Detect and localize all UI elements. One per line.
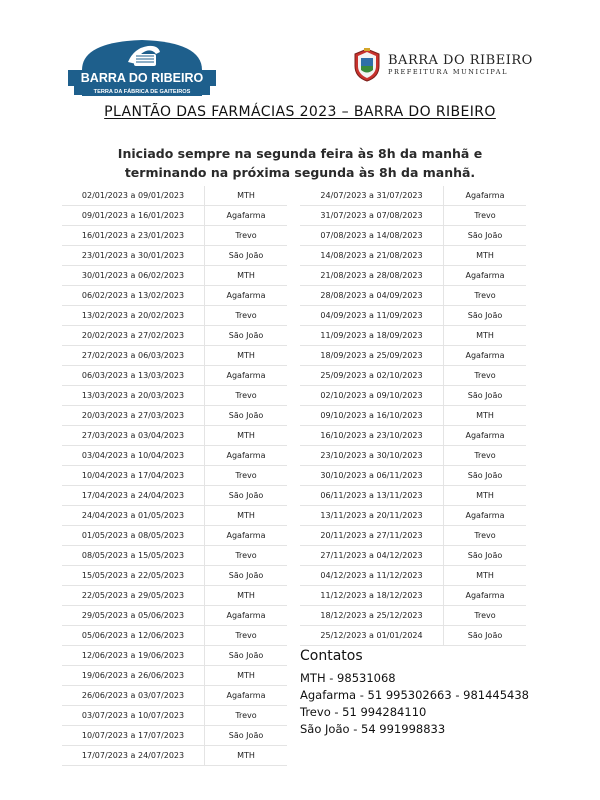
date-range-cell: 30/10/2023 a 06/11/2023: [300, 466, 444, 486]
logo-tagline-text: TERRA DA FÁBRICA DE GAITEIROS: [93, 89, 191, 95]
date-range-cell: 21/08/2023 a 28/08/2023: [300, 266, 444, 286]
date-range-cell: 10/07/2023 a 17/07/2023: [62, 726, 205, 746]
date-range-cell: 05/06/2023 a 12/06/2023: [62, 626, 205, 646]
date-range-cell: 12/06/2023 a 19/06/2023: [62, 646, 205, 666]
table-row: [300, 286, 526, 306]
pharmacy-cell: MTH: [444, 486, 527, 506]
subtitle-line-2: terminando na próxima segunda às 8h da manhã.: [124, 165, 476, 180]
table-row: [62, 226, 287, 246]
pharmacy-cell: Agafarma: [444, 266, 527, 286]
table-row: [62, 746, 287, 766]
table-row: [62, 206, 287, 226]
date-range-cell: 04/09/2023 a 11/09/2023: [300, 306, 444, 326]
table-row: [300, 586, 526, 606]
date-range-cell: 16/01/2023 a 23/01/2023: [62, 226, 205, 246]
pharmacy-cell: Agafarma: [444, 426, 527, 446]
prefeitura-subtitle: PREFEITURA MUNICIPAL: [388, 67, 509, 76]
contact-line-sao-joao: São João - 54 991998833: [300, 722, 446, 736]
pharmacy-cell: MTH: [444, 406, 527, 426]
date-range-cell: 20/02/2023 a 27/02/2023: [62, 326, 205, 346]
table-row: [62, 606, 287, 626]
schedule-subtitle: [0, 144, 600, 182]
barra-do-ribeiro-logo: [68, 36, 216, 96]
pharmacy-cell: Agafarma: [205, 206, 288, 226]
date-range-cell: 11/12/2023 a 18/12/2023: [300, 586, 444, 606]
table-row: [62, 446, 287, 466]
table-row: [300, 426, 526, 446]
page-title-text: PLANTÃO DAS FARMÁCIAS 2023 – BARRA DO RIBEIRO: [104, 104, 496, 120]
contact-line-mth: MTH - 98531068: [300, 671, 396, 685]
pharmacy-cell: Agafarma: [205, 686, 288, 706]
date-range-cell: 10/04/2023 a 17/04/2023: [62, 466, 205, 486]
table-row: [62, 186, 287, 206]
table-row: [62, 486, 287, 506]
pharmacy-cell: Trevo: [205, 546, 288, 566]
pharmacy-cell: MTH: [205, 346, 288, 366]
date-range-cell: 04/12/2023 a 11/12/2023: [300, 566, 444, 586]
date-range-cell: 16/10/2023 a 23/10/2023: [300, 426, 444, 446]
municipal-crest-icon: [352, 48, 382, 82]
table-row: [62, 666, 287, 686]
pharmacy-cell: MTH: [205, 586, 288, 606]
table-row: [300, 266, 526, 286]
date-range-cell: 13/02/2023 a 20/02/2023: [62, 306, 205, 326]
table-row: [300, 186, 526, 206]
pharmacy-cell: Agafarma: [205, 286, 288, 306]
table-row: [300, 546, 526, 566]
date-range-cell: 28/08/2023 a 04/09/2023: [300, 286, 444, 306]
pharmacy-cell: Trevo: [444, 446, 527, 466]
table-row: [300, 446, 526, 466]
date-range-cell: 13/03/2023 a 20/03/2023: [62, 386, 205, 406]
date-range-cell: 03/07/2023 a 10/07/2023: [62, 706, 205, 726]
pharmacy-cell: MTH: [205, 746, 288, 766]
date-range-cell: 09/10/2023 a 16/10/2023: [300, 406, 444, 426]
table-row: [300, 466, 526, 486]
date-range-cell: 25/12/2023 a 01/01/2024: [300, 626, 444, 646]
date-range-cell: 24/04/2023 a 01/05/2023: [62, 506, 205, 526]
contacts-section: [300, 648, 529, 738]
table-row: [62, 506, 287, 526]
pharmacy-cell: MTH: [205, 266, 288, 286]
pharmacy-cell: São João: [205, 726, 288, 746]
date-range-cell: 24/07/2023 a 31/07/2023: [300, 186, 444, 206]
schedule-table-left: [62, 186, 287, 766]
pharmacy-cell: Trevo: [444, 606, 527, 626]
pharmacy-cell: Agafarma: [444, 346, 527, 366]
pharmacy-cell: Trevo: [205, 226, 288, 246]
pharmacy-cell: São João: [205, 326, 288, 346]
table-row: [300, 346, 526, 366]
table-row: [300, 326, 526, 346]
table-row: [300, 226, 526, 246]
table-row: [62, 246, 287, 266]
pharmacy-cell: São João: [205, 406, 288, 426]
date-range-cell: 14/08/2023 a 21/08/2023: [300, 246, 444, 266]
pharmacy-cell: São João: [205, 246, 288, 266]
pharmacy-cell: São João: [444, 386, 527, 406]
pharmacy-cell: São João: [444, 226, 527, 246]
date-range-cell: 25/09/2023 a 02/10/2023: [300, 366, 444, 386]
pharmacy-cell: Agafarma: [205, 526, 288, 546]
date-range-cell: 19/06/2023 a 26/06/2023: [62, 666, 205, 686]
pharmacy-cell: Agafarma: [444, 586, 527, 606]
date-range-cell: 03/04/2023 a 10/04/2023: [62, 446, 205, 466]
date-range-cell: 23/10/2023 a 30/10/2023: [300, 446, 444, 466]
date-range-cell: 22/05/2023 a 29/05/2023: [62, 586, 205, 606]
table-row: [300, 406, 526, 426]
date-range-cell: 13/11/2023 a 20/11/2023: [300, 506, 444, 526]
table-row: [300, 626, 526, 646]
pharmacy-cell: MTH: [444, 566, 527, 586]
date-range-cell: 06/03/2023 a 13/03/2023: [62, 366, 205, 386]
table-row: [62, 566, 287, 586]
table-row: [62, 346, 287, 366]
pharmacy-cell: São João: [444, 546, 527, 566]
date-range-cell: 15/05/2023 a 22/05/2023: [62, 566, 205, 586]
contact-line-trevo: Trevo - 51 994284110: [300, 705, 427, 719]
date-range-cell: 02/10/2023 a 09/10/2023: [300, 386, 444, 406]
pharmacy-cell: São João: [205, 486, 288, 506]
table-row: [300, 386, 526, 406]
table-row: [300, 206, 526, 226]
prefeitura-logo: [352, 48, 533, 82]
table-row: [62, 266, 287, 286]
date-range-cell: 27/02/2023 a 06/03/2023: [62, 346, 205, 366]
pharmacy-cell: MTH: [205, 666, 288, 686]
date-range-cell: 09/01/2023 a 16/01/2023: [62, 206, 205, 226]
pharmacy-cell: Trevo: [205, 706, 288, 726]
date-range-cell: 27/03/2023 a 03/04/2023: [62, 426, 205, 446]
table-row: [300, 246, 526, 266]
pharmacy-cell: Trevo: [205, 466, 288, 486]
pharmacy-cell: MTH: [444, 326, 527, 346]
pharmacy-cell: MTH: [444, 246, 527, 266]
table-row: [300, 506, 526, 526]
table-row: [300, 306, 526, 326]
pharmacy-cell: Agafarma: [205, 366, 288, 386]
date-range-cell: 23/01/2023 a 30/01/2023: [62, 246, 205, 266]
table-row: [62, 646, 287, 666]
table-row: [62, 426, 287, 446]
pharmacy-cell: Trevo: [444, 366, 527, 386]
pharmacy-cell: Agafarma: [444, 506, 527, 526]
table-row: [62, 286, 287, 306]
pharmacy-cell: Trevo: [205, 386, 288, 406]
table-row: [300, 366, 526, 386]
date-range-cell: 06/02/2023 a 13/02/2023: [62, 286, 205, 306]
pharmacy-cell: Trevo: [444, 526, 527, 546]
date-range-cell: 18/09/2023 a 25/09/2023: [300, 346, 444, 366]
date-range-cell: 17/07/2023 a 24/07/2023: [62, 746, 205, 766]
schedule-table-right: [300, 186, 526, 646]
date-range-cell: 07/08/2023 a 14/08/2023: [300, 226, 444, 246]
contact-line-agafarma: Agafarma - 51 995302663 - 981445438: [300, 688, 529, 702]
pharmacy-cell: MTH: [205, 506, 288, 526]
table-row: [62, 626, 287, 646]
table-row: [62, 686, 287, 706]
table-row: [62, 706, 287, 726]
pharmacy-cell: Trevo: [444, 206, 527, 226]
date-range-cell: 27/11/2023 a 04/12/2023: [300, 546, 444, 566]
table-row: [300, 486, 526, 506]
date-range-cell: 20/11/2023 a 27/11/2023: [300, 526, 444, 546]
date-range-cell: 20/03/2023 a 27/03/2023: [62, 406, 205, 426]
subtitle-line-1: Iniciado sempre na segunda feira às 8h da manhã e: [117, 146, 483, 161]
date-range-cell: 30/01/2023 a 06/02/2023: [62, 266, 205, 286]
table-row: [62, 586, 287, 606]
table-row: [62, 366, 287, 386]
table-row: [62, 386, 287, 406]
date-range-cell: 02/01/2023 a 09/01/2023: [62, 186, 205, 206]
pharmacy-cell: MTH: [205, 186, 288, 206]
pharmacy-cell: São João: [444, 626, 527, 646]
table-row: [300, 526, 526, 546]
date-range-cell: 31/07/2023 a 07/08/2023: [300, 206, 444, 226]
pharmacy-cell: Trevo: [205, 626, 288, 646]
contacts-heading: Contatos: [300, 648, 363, 664]
date-range-cell: 01/05/2023 a 08/05/2023: [62, 526, 205, 546]
table-row: [62, 406, 287, 426]
pharmacy-cell: São João: [444, 306, 527, 326]
date-range-cell: 17/04/2023 a 24/04/2023: [62, 486, 205, 506]
date-range-cell: 18/12/2023 a 25/12/2023: [300, 606, 444, 626]
table-row: [62, 526, 287, 546]
pharmacy-cell: Agafarma: [205, 446, 288, 466]
table-row: [300, 606, 526, 626]
pharmacy-cell: Trevo: [205, 306, 288, 326]
table-row: [62, 726, 287, 746]
pharmacy-cell: São João: [205, 566, 288, 586]
table-row: [300, 566, 526, 586]
logo-name-text: BARRA DO RIBEIRO: [80, 71, 204, 85]
pharmacy-cell: Agafarma: [205, 606, 288, 626]
gaiteiro-logo-icon: [68, 36, 216, 96]
pharmacy-cell: MTH: [205, 426, 288, 446]
prefeitura-name: BARRA DO RIBEIRO: [388, 52, 533, 68]
pharmacy-cell: Trevo: [444, 286, 527, 306]
page-title: [0, 104, 600, 120]
date-range-cell: 11/09/2023 a 18/09/2023: [300, 326, 444, 346]
table-row: [62, 546, 287, 566]
pharmacy-cell: São João: [205, 646, 288, 666]
pharmacy-cell: Agafarma: [444, 186, 527, 206]
date-range-cell: 29/05/2023 a 05/06/2023: [62, 606, 205, 626]
date-range-cell: 06/11/2023 a 13/11/2023: [300, 486, 444, 506]
table-row: [62, 306, 287, 326]
date-range-cell: 26/06/2023 a 03/07/2023: [62, 686, 205, 706]
pharmacy-cell: São João: [444, 466, 527, 486]
table-row: [62, 466, 287, 486]
date-range-cell: 08/05/2023 a 15/05/2023: [62, 546, 205, 566]
table-row: [62, 326, 287, 346]
